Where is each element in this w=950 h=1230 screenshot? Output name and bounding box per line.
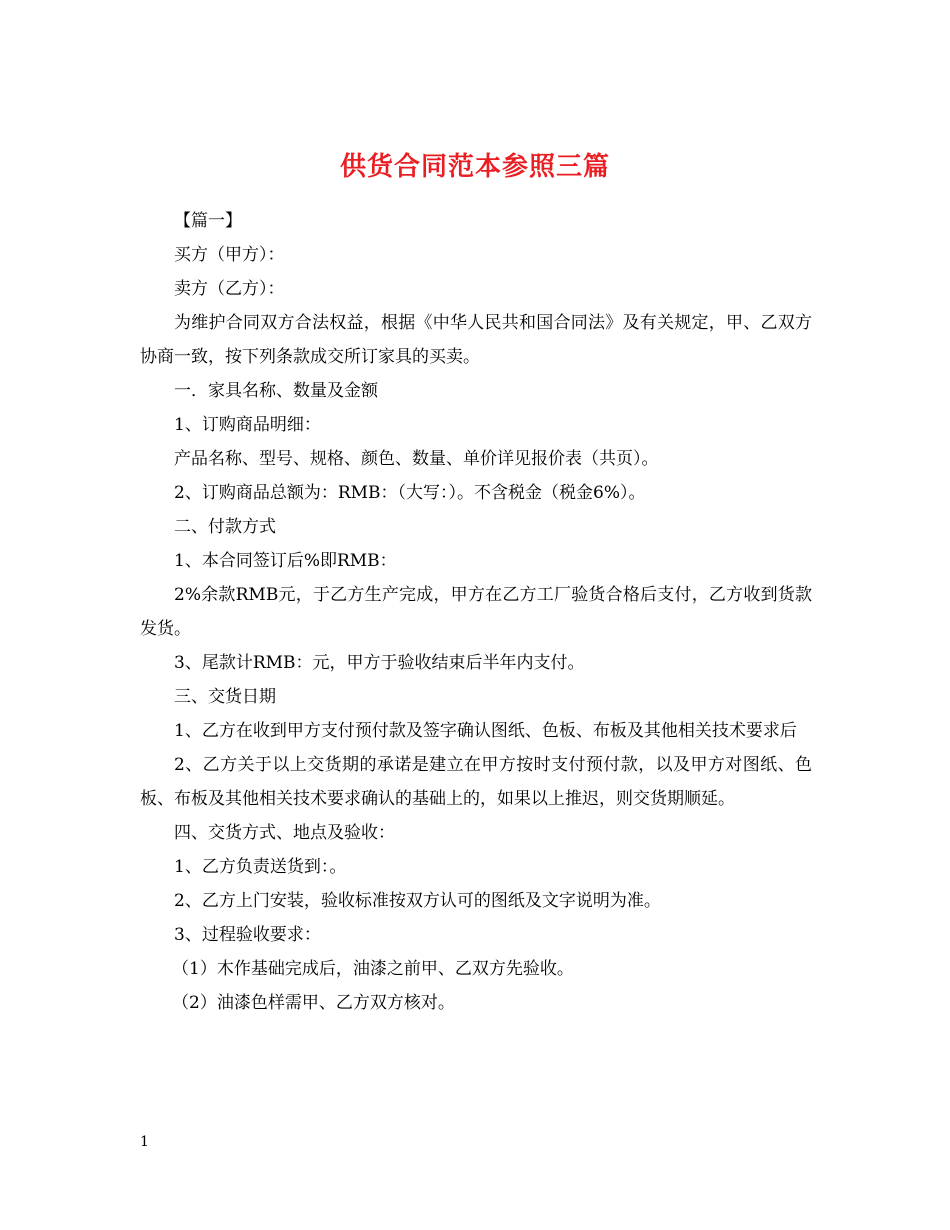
document-body [140,204,812,1020]
section-heading-part-one: 【篇一】 [174,211,242,231]
clause-heading-payment: 二、付款方式 [174,517,276,537]
clause-item: 3、过程验收要求： [174,925,321,945]
page-number: 1 [140,1134,149,1150]
clause-item: 1、乙方在收到甲方支付预付款及签字确认图纸、色板、布板及其他相关技术要求后 [174,721,797,741]
clause-item: 1、乙方负责送货到：。 [174,857,347,877]
clause-item: 2、订购商品总额为：RMB：（大写：）。不含税金（税金6%）。 [174,483,646,503]
clause-heading-delivery-date: 三、交货日期 [174,687,276,707]
clause-item: 3、尾款计RMB：元，甲方于验收结束后半年内支付。 [174,653,585,673]
clause-sub-item: （1）木作基础完成后，油漆之前甲、乙双方先验收。 [172,959,574,979]
clause-heading-delivery-method: 四、交货方式、地点及验收： [174,823,395,843]
clause-item: 2、乙方关于以上交货期的承诺是建立在甲方按时支付预付款，以及甲方对图纸、色板、布板及其他相关技术要求确认的基础上的，如果以上推迟，则交货期顺延。 [140,755,812,809]
clause-heading-furniture: 一．家具名称、数量及金额 [174,381,378,401]
clause-item: 2%余款RMB元，于乙方生产完成，甲方在乙方工厂验货合格后支付，乙方收到货款发货。 [140,585,812,639]
clause-item: 1、订购商品明细： [174,415,321,435]
clause-sub-item: （2）油漆色样需甲、乙方双方核对。 [172,993,455,1013]
clause-item: 产品名称、型号、规格、颜色、数量、单价详见报价表（共页）。 [174,449,659,469]
buyer-line: 买方（甲方）： [174,245,285,265]
preamble-paragraph: 为维护合同双方合法权益，根据《中华人民共和国合同法》及有关规定，甲、乙双方协商一致，按下列条款成交所订家具的买卖。 [140,313,812,367]
clause-item: 2、乙方上门安装，验收标准按双方认可的图纸及文字说明为准。 [174,891,661,911]
seller-line: 卖方（乙方）： [174,279,285,299]
clause-item: 1、本合同签订后%即RMB： [174,551,397,571]
page-title: 供货合同范本参照三篇 [339,152,610,183]
